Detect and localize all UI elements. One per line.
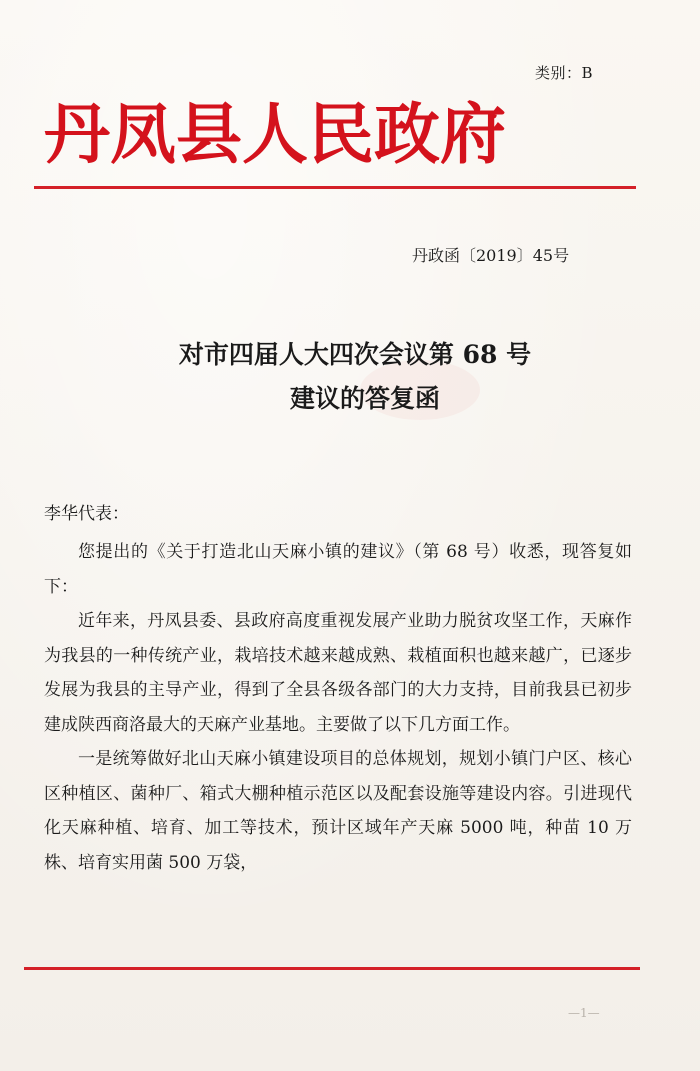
title-line-1: 对市四届人大四次会议第 68 号 — [178, 340, 532, 369]
body-text — [44, 535, 632, 880]
header-red-rule — [34, 186, 636, 189]
paragraph-item-one: 一是统筹做好北山天麻小镇建设项目的总体规划，规划小镇门户区、核心区种植区、菌种厂、箱式大棚种植示范区以及配套设施等建设内容。引进现代化天麻种植、培育、加工等技术，预计区域年产天麻 5000 吨，种苗 10 万株、培育实用菌 500 万袋， — [44, 749, 632, 873]
document-title — [60, 333, 640, 421]
footer-red-rule — [24, 967, 640, 970]
paragraph-acknowledgement: 您提出的《关于打造北山天麻小镇的建议》（第 68 号）收悉，现答复如下： — [44, 542, 632, 597]
category-label: 类别：B — [535, 64, 594, 82]
page-number: —1— — [568, 1006, 600, 1020]
paragraph-background: 近年来，丹凤县委、县政府高度重视发展产业助力脱贫攻坚工作，天麻作为我县的一种传统产业，栽培技术越来越成熟、栽植面积也越来越广，已逐步发展为我县的主导产业，得到了全县各级各部门的大力支持，目前我县已初步建成陕西商洛最大的天麻产业基地。主要做了以下几方面工作。 — [44, 611, 632, 735]
title-line-2: 建议的答复函 — [289, 384, 440, 413]
document-number: 丹政函〔2019〕45号 — [412, 246, 570, 265]
issuer-heading: 丹凤县人民政府 — [44, 95, 506, 173]
salutation: 李华代表： — [44, 504, 129, 524]
